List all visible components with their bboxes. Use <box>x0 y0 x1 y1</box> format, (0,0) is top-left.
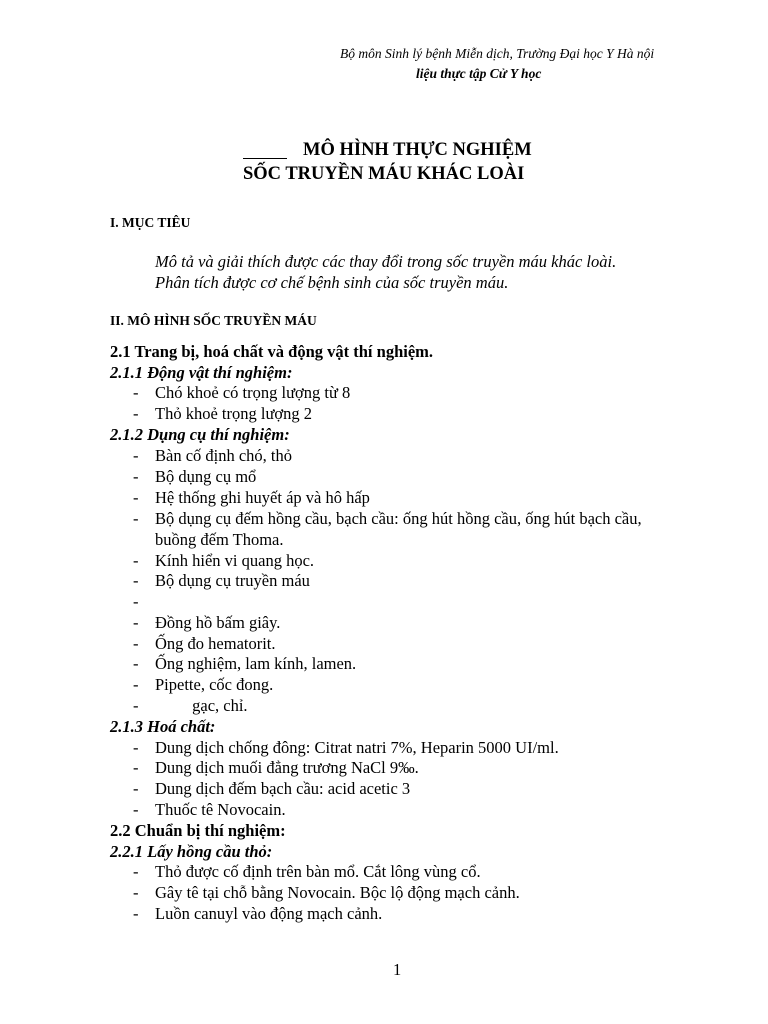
list-item-text: Ống đo hematorit. <box>155 634 276 653</box>
list-item-text: Chó khoẻ có trọng lượng từ 8 <box>155 383 351 402</box>
list-dash: - <box>133 696 139 715</box>
list-item-text: Thỏ được cố định trên bàn mổ. Cắt lông vùng cổ. <box>155 862 481 881</box>
objective-1: Mô tả và giải thích được các thay đổi trong sốc truyền máu khác loài. <box>155 252 617 271</box>
section-1-heading: I. MỤC TIÊU <box>110 215 191 230</box>
list-item-text: Dung dịch đếm bạch cầu: acid acetic 3 <box>155 779 411 798</box>
list-item-text: Bộ dụng cụ truyền máu <box>155 571 310 590</box>
list-dash: - <box>133 800 139 819</box>
header-line-2: liệu thực tập Cử Y học <box>416 66 542 81</box>
list-dash: - <box>133 634 139 653</box>
list-dash: - <box>133 404 139 423</box>
list-item-text: Dung dịch muối đẳng trương NaCl 9‰. <box>155 758 419 777</box>
subsection-2-1-2-heading: 2.1.2 Dụng cụ thí nghiệm: <box>110 425 290 444</box>
list-dash: - <box>133 592 139 611</box>
list-dash: - <box>133 779 139 798</box>
list-dash: - <box>133 904 139 923</box>
list-item-text: Bộ dụng cụ mổ <box>155 467 257 486</box>
list-item-text: Thuốc tê Novocain. <box>155 800 286 819</box>
header-line-1: Bộ môn Sinh lý bệnh Miễn dịch, Trường Đại học Y Hà nội <box>340 46 655 61</box>
list-item-text: Thỏ khoẻ trọng lượng 2 <box>155 404 312 423</box>
list-item-text: Ống nghiệm, lam kính, lamen. <box>155 654 357 673</box>
title-underline <box>243 158 287 159</box>
list-dash: - <box>133 654 139 673</box>
list-dash: - <box>133 758 139 777</box>
list-item-text: Gây tê tại chỗ bằng Novocain. Bộc lộ động mạch cảnh. <box>155 883 520 902</box>
list-dash: - <box>133 551 139 570</box>
list-dash: - <box>133 383 139 402</box>
list-item-text: Pipette, cốc đong. <box>155 675 274 694</box>
list-dash: - <box>133 675 139 694</box>
list-dash: - <box>133 613 139 632</box>
title-line-2: SỐC TRUYỀN MÁU KHÁC LOÀI <box>243 164 525 184</box>
list-item-text: Đồng hồ bấm giây. <box>155 613 281 632</box>
objective-2: Phân tích được cơ chế bệnh sinh của sốc truyền máu. <box>155 273 509 292</box>
subsection-2-1-1-heading: 2.1.1 Động vật thí nghiệm: <box>110 363 293 382</box>
list-dash: - <box>133 509 139 528</box>
list-dash: - <box>133 883 139 902</box>
list-dash: - <box>133 738 139 757</box>
subsection-2-2-heading: 2.2 Chuẩn bị thí nghiệm: <box>110 821 286 840</box>
list-dash: - <box>133 862 139 881</box>
page-number: 1 <box>393 960 402 979</box>
list-item-text: Kính hiển vi quang học. <box>155 551 315 570</box>
list-item-text: Bộ dụng cụ đếm hồng cầu, bạch cầu: ống hút hồng cầu, ống hút bạch cầu, <box>155 509 642 528</box>
list-dash: - <box>133 488 139 507</box>
list-item-text: Luồn canuyl vào động mạch cảnh. <box>155 904 383 923</box>
list-dash: - <box>133 446 139 465</box>
section-2-heading: II. MÔ HÌNH SỐC TRUYỀN MÁU <box>110 313 317 328</box>
list-item-text: Hệ thống ghi huyết áp và hô hấp <box>155 488 370 507</box>
subsection-2-1-heading: 2.1 Trang bị, hoá chất và động vật thí nghiệm. <box>110 342 434 361</box>
list-item-text: Dung dịch chống đông: Citrat natri 7%, Heparin 5000 UI/ml. <box>155 738 559 757</box>
list-item-text: Bàn cố định chó, thỏ <box>155 446 293 465</box>
list-item-text: gạc, chỉ. <box>155 696 248 715</box>
subsection-2-2-1-heading: 2.2.1 Lấy hồng cầu thỏ: <box>110 842 273 861</box>
list-dash: - <box>133 571 139 590</box>
list-item-text: buồng đếm Thoma. <box>155 530 284 549</box>
title-line-1: MÔ HÌNH THỰC NGHIỆM <box>303 140 532 160</box>
subsection-2-1-3-heading: 2.1.3 Hoá chất: <box>110 717 216 736</box>
list-dash: - <box>133 467 139 486</box>
